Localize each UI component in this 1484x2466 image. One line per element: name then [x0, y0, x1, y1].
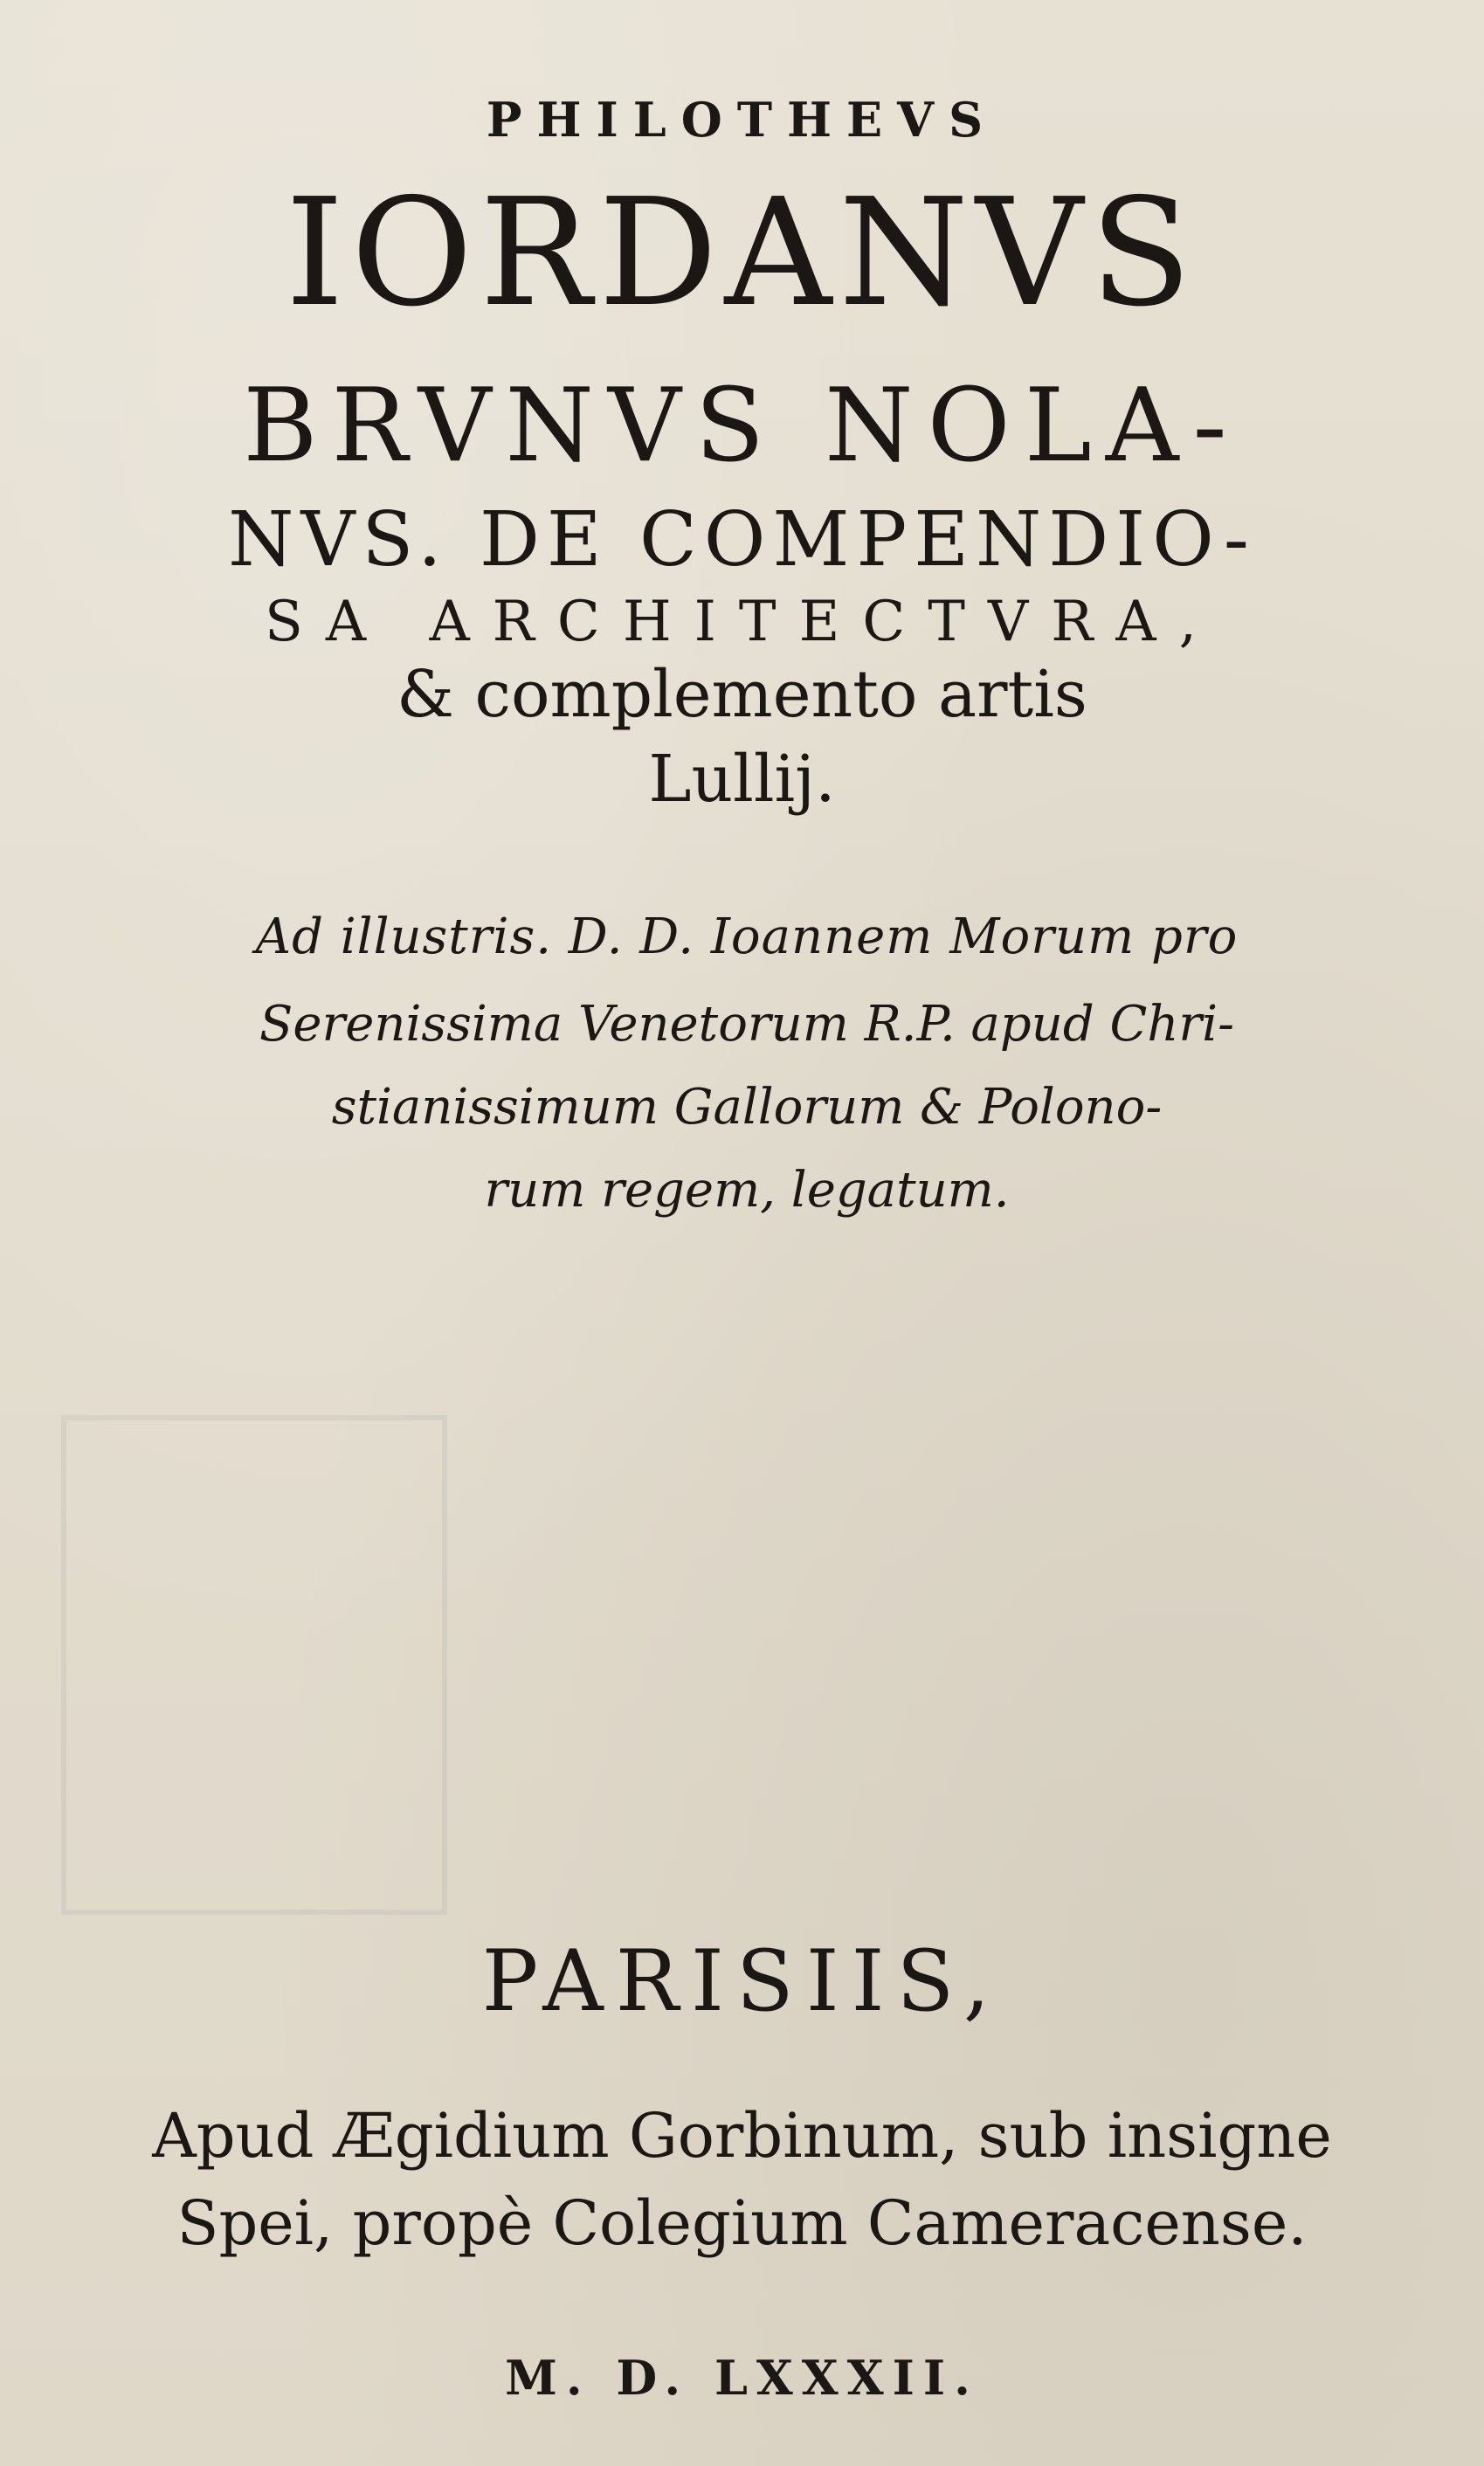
author-prefix: PHILOTHEVS [486, 92, 998, 148]
title-line-1: NVS. DE COMPENDIO- [228, 496, 1256, 584]
title-line-3: & complemento artis [397, 657, 1087, 732]
imprint-date: M. D. LXXXII. [505, 2350, 979, 2406]
author-name-second: BRVNVS NOLA- [243, 367, 1241, 485]
dedication-line-3: stianissimum Gallorum & Polono- [331, 1079, 1163, 1136]
show-through-ornament [61, 1415, 447, 1915]
imprint-publisher-line-2: Spei, propè Colegium Cameracense. [176, 2187, 1308, 2259]
imprint-publisher-line-1: Apud Ægidium Gorbinum, sub insigne [152, 2100, 1332, 2172]
dedication-line-4: rum regem, legatum. [484, 1162, 1010, 1219]
title-line-4: Lullij. [648, 742, 836, 817]
dedication-line-2: Serenissima Venetorum R.P. apud Chri- [259, 996, 1235, 1053]
title-line-2: SA ARCHITECTVRA, [265, 590, 1219, 654]
dedication-line-1: Ad illustris. D. D. Ioannem Morum pro [255, 908, 1239, 965]
imprint-place: PARISIIS, [481, 1932, 1003, 2030]
author-name-first: IORDANVS [285, 167, 1199, 340]
